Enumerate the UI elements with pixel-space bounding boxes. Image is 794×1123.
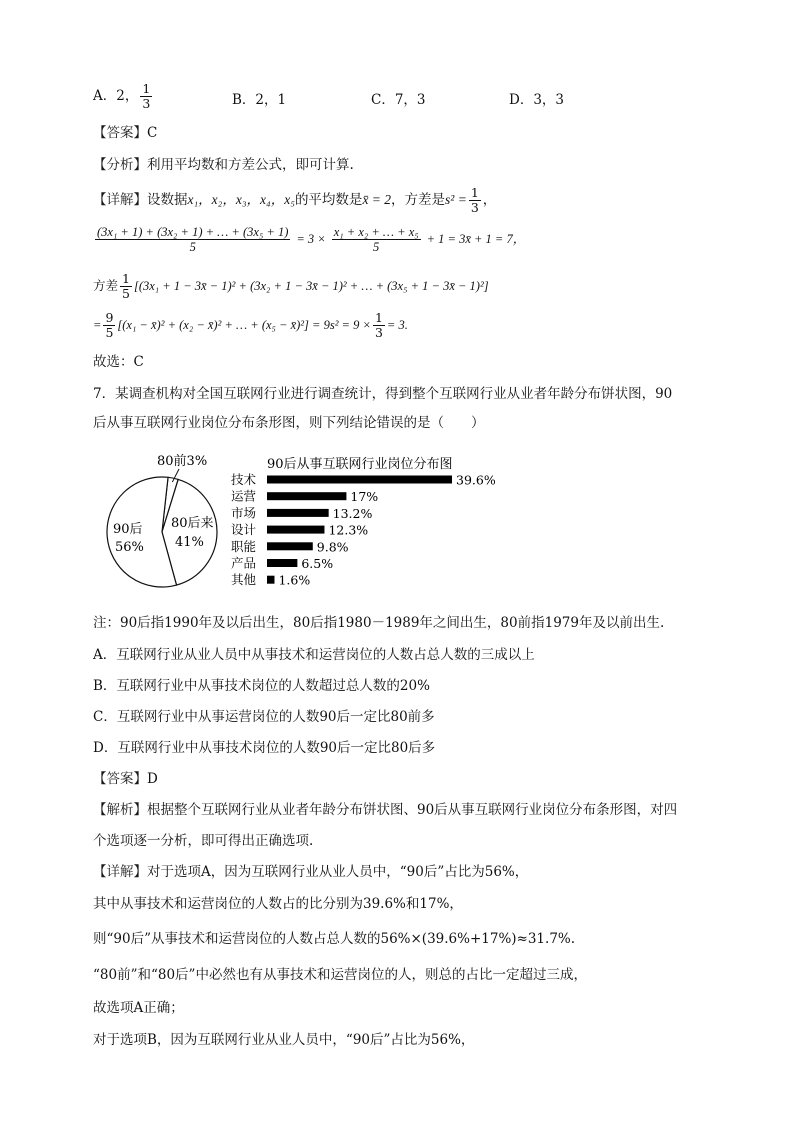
q7-detail-line-6: 对于选项B，因为互联网行业从业人员中，“90后”占比为56%， xyxy=(93,1032,475,1048)
q7-detail-line-1: 【详解】对于选项A，因为互联网行业从业人员中，“90后”占比为56%， xyxy=(93,864,529,880)
q7-note: 注：90后指1990年及以后出生，80后指1980－1989年之间出生，80前指1979年及以前出生. xyxy=(93,615,665,631)
bar-category-label: 职能 xyxy=(231,538,257,554)
age-pie-chart xyxy=(95,445,230,595)
option-c: C．7，3 xyxy=(371,92,426,108)
bar-category-label: 技术 xyxy=(231,472,257,487)
pie-label-80: 80后来 xyxy=(171,516,214,531)
pie-label-90: 90后 xyxy=(113,522,143,537)
option-a: A．2， $\frac{1}{3}$ xyxy=(93,81,151,111)
q6-detail-line-3: 方差 $\frac{1}{5}$ [(3x₁ + 1 − 3x̄ − 1)² + (3x₂ + 1 − 3x̄ − 1)² + … + (3x₅ + 1 − 3x̄ − 1)²] xyxy=(93,271,489,301)
option-d: D．3，3 xyxy=(509,92,565,108)
bar-value-label: 1.6% xyxy=(278,572,311,588)
bar-3 xyxy=(267,526,324,534)
q7-option-a: A．互联网行业从业人员中从事技术和运营岗位的人数占总人数的三成以上 xyxy=(93,647,535,663)
q6-analysis: 【分析】利用平均数和方差公式，即可计算. xyxy=(93,157,354,173)
pie-value-90: 56% xyxy=(115,540,144,555)
bar-value-label: 17% xyxy=(350,489,379,505)
q7-option-b: B．互联网行业中从事技术岗位的人数超过总人数的20% xyxy=(93,678,430,694)
q7-option-d: D．互联网行业中从事技术岗位的人数90后一定比80后多 xyxy=(93,740,436,756)
q7-stem-line-1: 7．某调查机构对全国互联网行业进行调查统计，得到整个互联网行业从业者年龄分布饼状图，90 xyxy=(93,386,673,402)
bar-category-label: 运营 xyxy=(231,488,257,504)
bar-category-label: 市场 xyxy=(231,505,257,521)
q7-option-c: C．互联网行业中从事运营岗位的人数90后一定比80前多 xyxy=(93,709,435,725)
q6-detail-line-4: = $\frac{9}{5}$ [(x₁ − x̄)² + (x₂ − x̄)² + … + (x₅ − x̄)²] = 9s² = 9 × $\frac{1}{3}$ = 3. xyxy=(93,310,408,340)
bar-value-label: 6.5% xyxy=(301,556,334,571)
bar-category-label: 其他 xyxy=(231,572,257,588)
bar-5 xyxy=(267,559,297,567)
q6-detail-line-1: 【详解】设数据x₁，x₂，x₃，x₄，x₅的平均数是x̄ = 2，方差是s² = $\frac{1}{3}$ ， xyxy=(93,185,497,215)
q7-detail-line-4: “80前”和“80后”中必然也有从事技术和运营岗位的人，则总的占比一定超过三成， xyxy=(93,967,587,983)
q7-stem-line-2: 后从事互联网行业岗位分布条形图，则下列结论错误的是（ ） xyxy=(93,415,485,431)
bar-category-label: 设计 xyxy=(231,522,257,538)
q7-detail-line-2: 其中从事技术和运营岗位的人数占的比分别为39.6%和17%， xyxy=(93,896,463,912)
q7-analysis-line-2: 个选项逐一分析，即可得出正确选项. xyxy=(93,833,314,849)
bar-value-label: 13.2% xyxy=(332,505,373,521)
bar-value-label: 12.3% xyxy=(328,522,369,538)
bar-value-label: 9.8% xyxy=(316,539,349,555)
q6-answer: 【答案】C xyxy=(93,125,158,141)
bar-0 xyxy=(267,476,452,484)
pie-value-80: 41% xyxy=(175,535,204,550)
bar-6 xyxy=(267,576,274,584)
q7-analysis-line-1: 【解析】根据整个互联网行业从业者年龄分布饼状图、90后从事互联网行业岗位分布条形图，对四 xyxy=(93,802,678,818)
bar-chart-title: 90后从事互联网行业岗位分布图 xyxy=(267,457,453,472)
job-bar-chart xyxy=(225,450,545,595)
bar-4 xyxy=(267,542,313,550)
q6-choose: 故选：C xyxy=(93,354,144,370)
bar-category-label: 产品 xyxy=(231,555,257,571)
bar-value-label: 39.6% xyxy=(456,472,496,488)
q7-answer: 【答案】D xyxy=(93,771,158,787)
pie-label-80q: 80前3% xyxy=(157,454,208,469)
q7-detail-line-5: 故选项A正确； xyxy=(93,1000,184,1016)
q6-detail-line-2: $\frac{\text{(3x₁ + 1) + (3x₂ + 1) + … + (3x₅ + 1)}}{5}$ = 3 × $\frac{\text{x₁ + x₂ + … + x₅}}{5}$ + 1 = 3x̄ + 1 = 7， xyxy=(97,225,526,254)
q7-detail-line-3: 则“90后”从事技术和运营岗位的人数占总人数的56%×(39.6%+17%)≈31.7%. xyxy=(93,931,576,947)
bar-1 xyxy=(267,492,346,500)
bar-2 xyxy=(267,509,329,517)
option-b: B．2，1 xyxy=(232,92,287,108)
